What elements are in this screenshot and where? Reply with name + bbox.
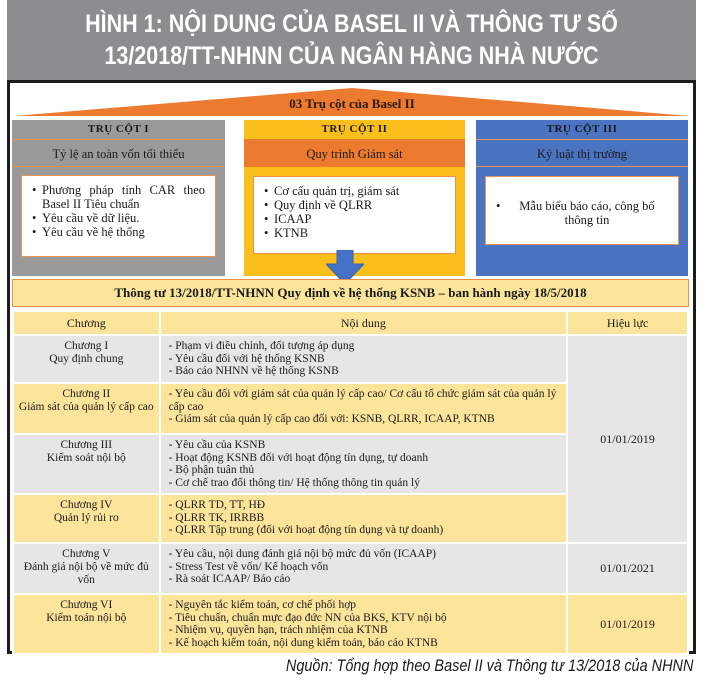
- content-line: - QLRR Tập trung (đối với hoạt động tín dụng và tự doanh): [168, 524, 444, 536]
- column-header-effective: Hiệu lực: [567, 311, 688, 335]
- content-line: - Yêu cầu của KSNB: [168, 439, 266, 451]
- content-line: - Phạm vi điều chỉnh, đối tượng áp dụng: [168, 340, 355, 352]
- figure-title: [7, 0, 696, 80]
- content-line: - Kế hoạch kiểm toán, nội dung kiểm toán, báo cáo KTNB: [168, 636, 438, 649]
- pillar-2-item: • Cơ cấu quản trị, giám sát: [264, 184, 445, 198]
- chapter-cell: [13, 335, 160, 383]
- content-cell: [160, 494, 568, 543]
- chapter-name: Quy định chung: [49, 353, 124, 365]
- content-line: - Rà soát ICAAP/ Báo cáo: [168, 573, 291, 585]
- content-cell: [160, 434, 568, 494]
- table-row: [13, 335, 688, 383]
- pillar-1-item: • Phương pháp tính CAR theo Basel II Tiêu chuẩn: [32, 183, 205, 211]
- content-line: - Stress Test về vốn/ Kế hoạch vốn: [168, 560, 329, 573]
- pillar-1-subtitle: Tỷ lệ an toàn vốn tối thiểu: [12, 139, 225, 167]
- content-line: - Nhiệm vụ, quyền hạn, trách nhiệm của KTNB: [168, 624, 388, 636]
- content-line: - Hoạt động KSNB đối với hoạt động tín dụng, tự doanh: [168, 451, 429, 464]
- chapter-cell: [13, 494, 160, 543]
- pillar-3-subtitle: Kỷ luật thị trường: [476, 139, 688, 167]
- content-line: - Yêu cầu, nội dung đánh giá nội bộ mức đủ vốn (ICAAP): [168, 548, 436, 560]
- column-header-chapter: Chương: [13, 311, 160, 335]
- pillar-1: [12, 120, 225, 276]
- pillar-3-title: TRỤ CỘT III: [546, 123, 618, 135]
- chapter-cell: [13, 383, 160, 434]
- content-line: - Bộ phận tuân thủ: [168, 464, 255, 476]
- pillar-1-title: TRỤ CỘT I: [87, 123, 150, 135]
- pillar-1-item: • Yêu cầu về hệ thống: [32, 225, 205, 239]
- effective-date-cell: 01/01/2021: [567, 543, 688, 594]
- diagram-frame: [7, 80, 696, 654]
- chapter-number: Chương III: [60, 439, 113, 451]
- chapter-number: Chương I: [64, 340, 109, 352]
- effective-date-cell: 01/01/2019: [567, 594, 688, 654]
- chapter-cell: [13, 434, 160, 494]
- pillar-3-item: • Mẫu biểu báo cáo, công bố thông tin: [496, 199, 668, 227]
- content-cell: [160, 594, 568, 654]
- chapter-number: Chương IV: [60, 499, 113, 511]
- pillar-2-title: TRỤ CỘT II: [321, 123, 388, 135]
- content-cell: [160, 543, 568, 594]
- chapter-name: Đánh giá nội bộ về mức đủ vốn: [23, 561, 149, 586]
- pillar-2-item: • Quy định về QLRR: [264, 198, 445, 212]
- chapter-number: Chương II: [62, 388, 111, 400]
- pillar-3-box: [485, 176, 679, 245]
- chapter-cell: [13, 543, 160, 594]
- content-line: - Nguyên tắc kiểm toán, cơ chế phối hợp: [168, 599, 357, 611]
- circular-heading: Thông tư 13/2018/TT-NHNN Quy định về hệ thống KSNB – ban hành ngày 18/5/2018: [12, 279, 689, 307]
- content-cell: [160, 335, 568, 383]
- pillar-1-box: [21, 175, 216, 257]
- chapter-number: Chương VI: [60, 599, 113, 611]
- chapter-cell: [13, 594, 160, 654]
- content-cell: [160, 383, 568, 434]
- table-row: [13, 594, 688, 654]
- table-row: [13, 543, 688, 594]
- chapter-name: Kiểm toán nội bộ: [46, 612, 127, 624]
- roof-label: 03 Trụ cột của Basel II: [289, 96, 415, 111]
- pillar-2-item: • KTNB: [264, 226, 445, 240]
- content-line: - Tiêu chuẩn, chuẩn mực đạo đức NN của BKS, KTV nội bộ: [168, 611, 447, 624]
- content-line: - Cơ chế trao đổi thông tin/ Hệ thống thông tin quản lý: [168, 476, 420, 489]
- content-line: - QLRR TD, TT, HĐ: [168, 499, 266, 511]
- pillar-3: [476, 120, 688, 276]
- figure-title-line-1: HÌNH 1: NỘI DUNG CỦA BASEL II VÀ THÔNG TƯ SỐ: [85, 10, 618, 38]
- chapter-number: Chương V: [62, 548, 111, 560]
- column-header-content: Nội dung: [160, 311, 568, 335]
- content-line: - Yêu cầu đối với giám sát của quản lý cấp cao/ Cơ cấu tổ chức giám sát của quản lý cấp cao: [168, 388, 557, 413]
- pillar-2-subtitle: Quy trình Giám sát: [244, 139, 465, 167]
- pillar-2-box: [253, 176, 456, 254]
- basel-roof: [14, 87, 690, 117]
- pillar-1-item: • Yêu cầu về dữ liệu.: [32, 211, 205, 225]
- chapter-name: Quản lý rủi ro: [53, 512, 119, 524]
- content-line: - Báo cáo NHNN về hệ thống KSNB: [168, 365, 339, 377]
- chapters-table: [12, 310, 689, 655]
- source-note: Nguồn: Tổng hợp theo Basel II và Thông tư 13/2018 của NHNN: [285, 656, 693, 675]
- content-line: - Giám sát của quản lý cấp cao đối với: KSNB, QLRR, ICAAP, KTNB: [168, 413, 495, 425]
- content-line: - QLRR TK, IRRBB: [168, 511, 265, 524]
- chapter-name: Kiểm soát nội bộ: [46, 452, 126, 464]
- effective-date-cell: 01/01/2019: [567, 335, 688, 543]
- pillar-2-item: • ICAAP: [264, 212, 445, 226]
- chapter-name: Giám sát của quản lý cấp cao: [18, 401, 154, 413]
- figure-title-line-2: 13/2018/TT-NHNN CỦA NGÂN HÀNG NHÀ NƯỚC: [104, 42, 599, 70]
- content-line: - Yêu cầu đối với hệ thống KSNB: [168, 352, 325, 365]
